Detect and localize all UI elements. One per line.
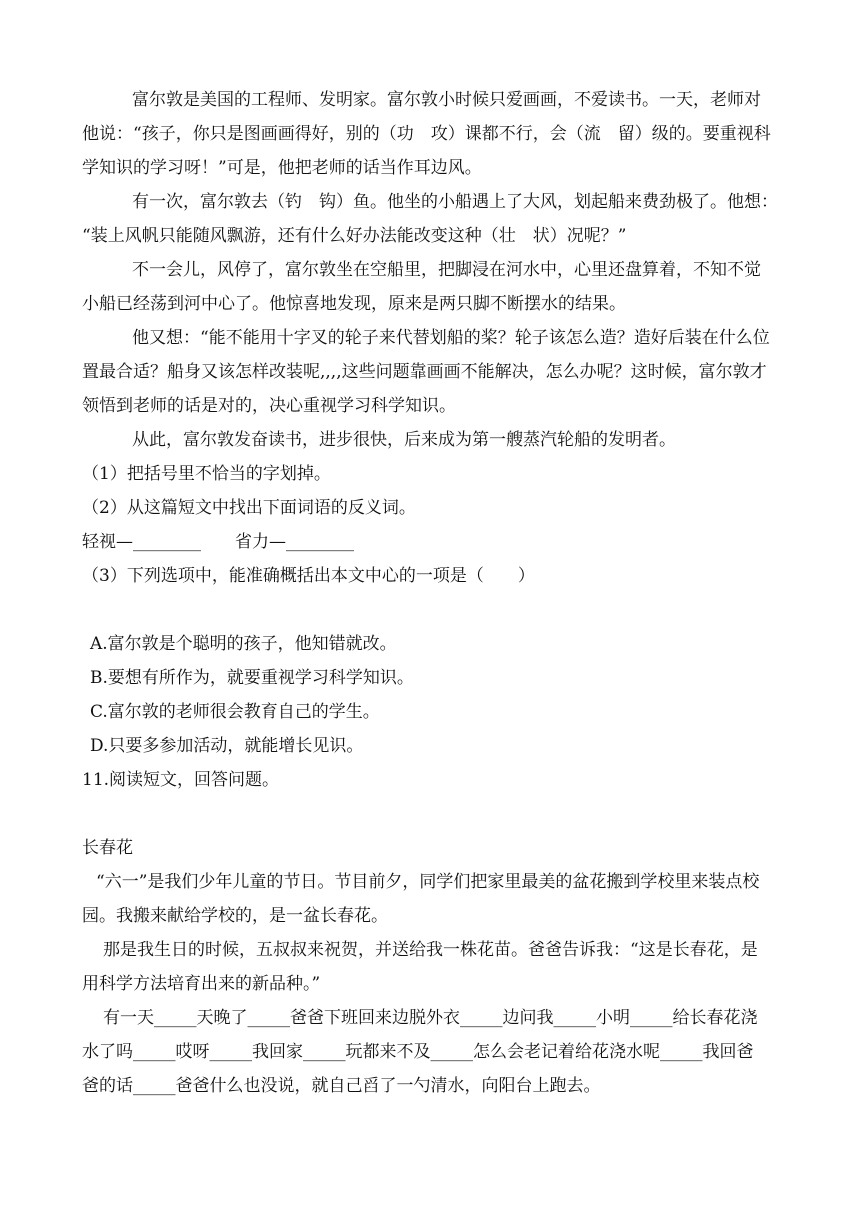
passage1-p3-line1: 不一会儿，风停了，富尔敦坐在空船里，把脚浸在河水中，心里还盘算着，不知不觉 xyxy=(132,260,761,280)
passage1-p2-line2: “装上风帆只能随风飘游，还有什么好办法能改变这种（壮 状）况呢？” xyxy=(82,226,627,246)
passage1-p2-line1: 有一次，富尔敦去（钓 钩）鱼。他坐的小船遇上了大风，划起船来费劲极了。他想： xyxy=(132,192,778,212)
passage1-p1-line3: 学知识的学习呀！”可是，他把老师的话当作耳边风。 xyxy=(82,158,482,178)
passage1-p5: 从此，富尔敦发奋读书，进步很快，后来成为第一艘蒸汽轮船的发明者。 xyxy=(132,430,676,450)
question-2-blanks: 轻视—________ 省力—________ xyxy=(82,532,354,552)
option-c: C.富尔敦的老师很会教育自己的学生。 xyxy=(90,702,380,722)
option-a: A.富尔敦是个聪明的孩子，他知错就改。 xyxy=(90,634,397,654)
passage1-p1-line1: 富尔敦是美国的工程师、发明家。富尔敦小时候只爱画画，不爱读书。一天，老师对 xyxy=(132,90,761,110)
passage2-title: 长春花 xyxy=(82,838,133,858)
passage2-line6: 水了吗_____哎呀_____我回家_____玩都来不及_____怎么会老记着给花浇水呢_____我回爸 xyxy=(82,1042,754,1062)
question-2: （2）从这篇短文中找出下面词语的反义词。 xyxy=(82,498,416,518)
passage1-p4-line1: 他又想：“能不能用十字叉的轮子来代替划船的桨？轮子该怎么造？造好后装在什么位 xyxy=(132,328,770,348)
passage2-line2: 园。我搬来献给学校的，是一盆长春花。 xyxy=(82,906,388,926)
question-1: （1）把括号里不恰当的字划掉。 xyxy=(82,464,331,484)
passage1-p1-line2: 他说：“孩子，你只是图画画得好，别的（功 攻）课都不行，会（流 留）级的。要重视科 xyxy=(82,124,771,144)
passage2-line4: 用科学方法培育出来的新品种。” xyxy=(82,974,321,994)
option-d: D.只要多参加活动，就能增长见识。 xyxy=(90,736,364,756)
passage1-p4-line3: 领悟到老师的话是对的，决心重视学习科学知识。 xyxy=(82,396,456,416)
passage1-p3-line2: 小船已经荡到河中心了。他惊喜地发现，原来是两只脚不断摆水的结果。 xyxy=(82,294,626,314)
passage2-line3: 那是我生日的时候，五叔叔来祝贺，并送给我一株花苗。爸爸告诉我：“这是长春花，是 xyxy=(103,940,758,960)
passage2-line7: 爸的话_____爸爸什么也没说，就自己舀了一勺清水，向阳台上跑去。 xyxy=(82,1076,601,1096)
question-11-heading: 11.阅读短文，回答问题。 xyxy=(82,770,280,790)
passage2-line5: 有一天_____天晚了_____爸爸下班回来边脱外衣_____边问我_____小明_____给长春花浇 xyxy=(103,1008,758,1028)
passage1-p4-line2: 置最合适？船身又该怎样改装呢,,,,这些问题靠画画不能解决，怎么办呢？这时候，富尔敦才 xyxy=(82,362,767,382)
option-b: B.要想有所作为，就要重视学习科学知识。 xyxy=(90,668,414,688)
passage2-line1: “六一”是我们少年儿童的节日。节目前夕，同学们把家里最美的盆花搬到学校里来装点校 xyxy=(96,872,760,892)
question-3: （3）下列选项中，能准确概括出本文中心的一项是（ ） xyxy=(82,566,535,586)
